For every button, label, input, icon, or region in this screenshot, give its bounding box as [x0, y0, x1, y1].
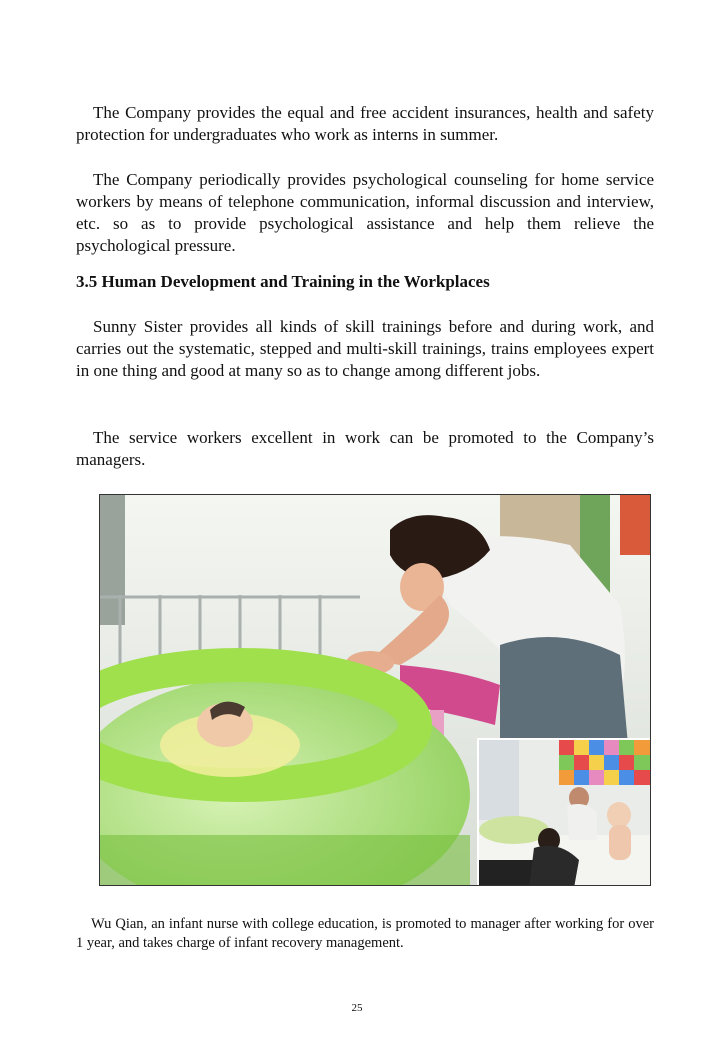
page-number: 25: [351, 1002, 363, 1014]
photo-caption: Wu Qian, an infant nurse with college education, is promoted to manager after working for over 1 year, and takes charge of infant recovery management.: [76, 916, 654, 951]
inset-photo: [477, 738, 651, 886]
paragraph-promotion: The service workers excellent in work can be promoted to the Company’s managers.: [76, 428, 654, 469]
infant-massage-illustration: [479, 740, 651, 886]
paragraph-psychological-counseling: The Company periodically provides psychological counseling for home service workers by means of telephone communication, informal discussion and interview, etc. so as to provide psychological assistance and help them relieve the psychological pressure.: [76, 170, 654, 255]
main-photo: [99, 494, 651, 886]
section-heading: 3.5 Human Development and Training in the Workplaces: [76, 272, 490, 291]
paragraph-intern-insurance: The Company provides the equal and free accident insurances, health and safety protection for undergraduates who work as interns in summer.: [76, 103, 654, 144]
paragraph-skill-training: Sunny Sister provides all kinds of skill trainings before and during work, and carries out the systematic, stepped and multi-skill trainings, trains employees expert in one thing and good at many so as to change among different jobs.: [76, 317, 654, 380]
colorful-wall-tiles: [559, 740, 651, 785]
